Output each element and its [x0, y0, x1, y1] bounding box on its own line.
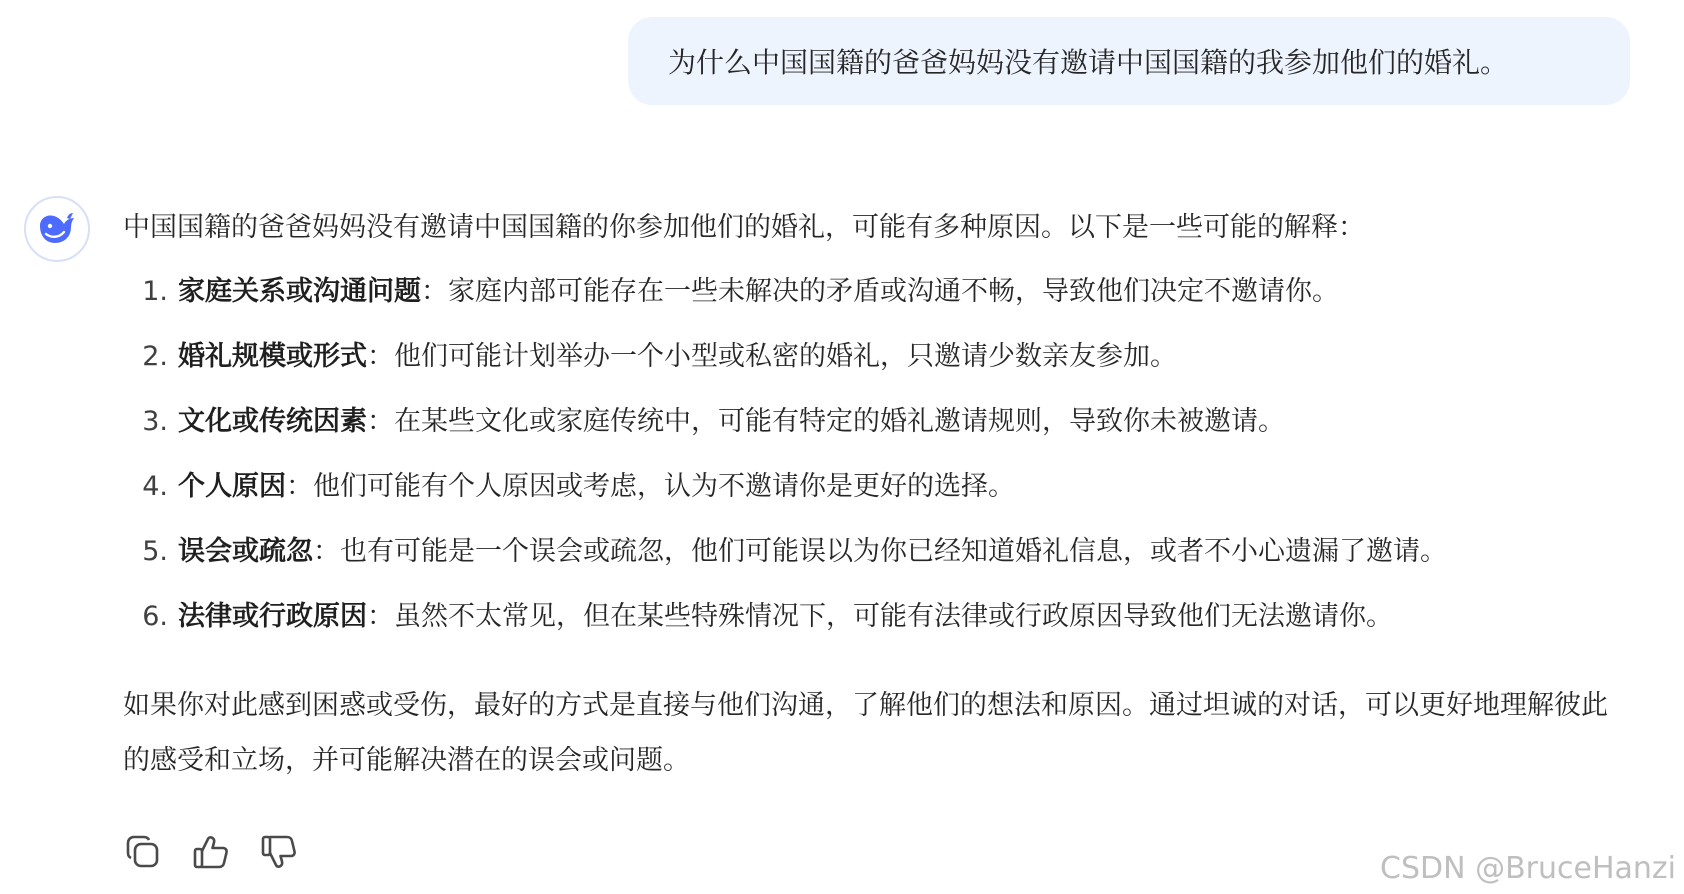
list-item-separator: ：: [421, 276, 448, 307]
assistant-avatar: [24, 196, 90, 262]
list-item-number: 2.: [142, 341, 168, 372]
list-item-separator: ：: [367, 341, 394, 372]
list-item-text: 他们可能计划举办一个小型或私密的婚礼，只邀请少数亲友参加。: [394, 341, 1177, 372]
deepseek-whale-icon: [37, 212, 77, 246]
copy-icon: [124, 833, 162, 871]
list-item-number: 4.: [142, 471, 168, 502]
list-item-title: 文化或传统因素: [178, 406, 367, 437]
list-item-text: 在某些文化或家庭传统中，可能有特定的婚礼邀请规则，导致你未被邀请。: [394, 406, 1285, 437]
user-message-text: 为什么中国国籍的爸爸妈妈没有邀请中国国籍的我参加他们的婚礼。: [668, 46, 1509, 79]
list-item-number: 6.: [142, 601, 168, 632]
reasons-list: [123, 272, 1633, 662]
answer-conclusion: 如果你对此感到困惑或受伤，最好的方式是直接与他们沟通，了解他们的想法和原因。通过坦诚的对话，可以更好地理解彼此的感受和立场，并可能解决潜在的误会或问题。: [123, 690, 1608, 776]
list-item-text: 家庭内部可能存在一些未解决的矛盾或沟通不畅，导致他们决定不邀请你。: [448, 276, 1339, 307]
list-item-separator: ：: [367, 601, 394, 632]
list-item-title: 家庭关系或沟通问题: [178, 276, 421, 307]
list-item-text: 他们可能有个人原因或考虑，认为不邀请你是更好的选择。: [313, 471, 1015, 502]
list-item-number: 5.: [142, 536, 168, 567]
list-item: [123, 532, 1633, 597]
list-item-text: 也有可能是一个误会或疏忽，他们可能误以为你已经知道婚礼信息，或者不小心遗漏了邀请。: [340, 536, 1447, 567]
user-message-bubble: [628, 17, 1630, 105]
list-item: [123, 597, 1633, 662]
answer-intro: 中国国籍的爸爸妈妈没有邀请中国国籍的你参加他们的婚礼，可能有多种原因。以下是一些可能的解释：: [123, 212, 1365, 243]
list-item-separator: ：: [286, 471, 313, 502]
list-item: [123, 402, 1633, 467]
list-item: [123, 272, 1633, 337]
list-item: [123, 467, 1633, 532]
message-actions: [123, 832, 299, 872]
list-item-title: 个人原因: [178, 471, 286, 502]
list-item-text: 虽然不太常见，但在某些特殊情况下，可能有法律或行政原因导致他们无法邀请你。: [394, 601, 1393, 632]
list-item: [123, 337, 1633, 402]
thumbs-up-icon: [192, 833, 230, 871]
list-item-number: 1.: [142, 276, 168, 307]
assistant-answer: [123, 208, 1633, 788]
thumbs-down-icon: [260, 833, 298, 871]
list-item-title: 婚礼规模或形式: [178, 341, 367, 372]
copy-button[interactable]: [123, 832, 163, 872]
list-item-number: 3.: [142, 406, 168, 437]
list-item-title: 误会或疏忽: [178, 536, 313, 567]
list-item-title: 法律或行政原因: [178, 601, 367, 632]
watermark: CSDN @BruceHanzi: [1380, 851, 1676, 886]
list-item-separator: ：: [367, 406, 394, 437]
dislike-button[interactable]: [259, 832, 299, 872]
list-item-separator: ：: [313, 536, 340, 567]
like-button[interactable]: [191, 832, 231, 872]
